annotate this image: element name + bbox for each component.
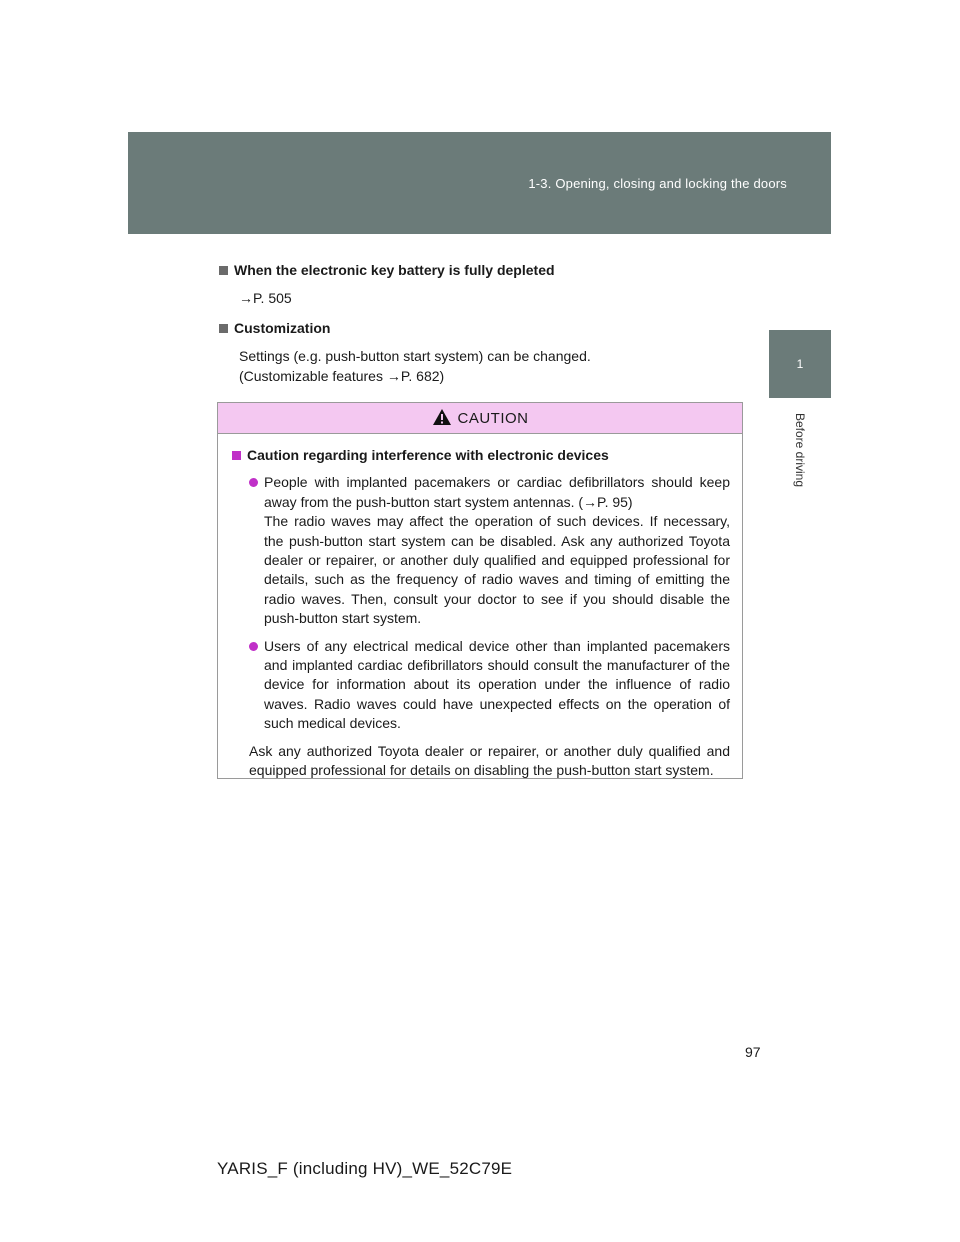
warning-triangle-icon bbox=[432, 408, 452, 426]
chapter-number: 1 bbox=[796, 357, 804, 371]
section-heading bbox=[219, 260, 749, 280]
page-number: 97 bbox=[745, 1044, 761, 1060]
square-bullet-icon bbox=[219, 266, 228, 275]
square-bullet-icon bbox=[232, 451, 241, 460]
list-item bbox=[232, 637, 730, 734]
header-band bbox=[128, 132, 831, 234]
list-item bbox=[232, 473, 730, 628]
footer-code: YARIS_F (including HV)_WE_52C79E bbox=[217, 1159, 513, 1178]
caution-title: CAUTION bbox=[457, 409, 529, 427]
caution-heading bbox=[232, 446, 730, 465]
caution-body bbox=[218, 434, 742, 781]
round-bullet-icon bbox=[249, 642, 258, 651]
main-content bbox=[219, 260, 749, 386]
section-title: 1-3. Opening, closing and locking the doors bbox=[528, 176, 787, 191]
caution-box bbox=[217, 402, 743, 779]
chapter-tab bbox=[769, 330, 831, 398]
square-bullet-icon bbox=[219, 324, 228, 333]
bullet-text: People with implanted pacemakers or cardiac defibrillators should keep away from the push-button start system antennas. (→P. 95) bbox=[264, 474, 730, 510]
caution-heading-text: Caution regarding interference with electronic devices bbox=[247, 447, 609, 463]
bullet-continuation: The radio waves may affect the operation of such devices. If necessary, the push-button start system can be disabled. Ask any authorized Toyota dealer or repairer, or another duly qualified and equipped professional for details, such as the frequency of radio waves and timing of emitting the radio waves. Then, consult your doctor to see if you should disable the push-button start system. bbox=[264, 513, 730, 627]
heading-text: Customization bbox=[234, 320, 331, 336]
bullet-text: Users of any electrical medical device other than implanted pacemakers and implanted cardiac defibrillators should consult the manufacturer of the device for information about its operation under the influence of radio waves. Radio waves could have unexpected effects on the operation of such medical devices. bbox=[264, 637, 730, 732]
caution-header bbox=[218, 403, 742, 434]
heading-text: When the electronic key battery is fully depleted bbox=[234, 262, 555, 278]
customization-line: Settings (e.g. push-button start system) can be changed. bbox=[239, 348, 591, 364]
round-bullet-icon bbox=[249, 478, 258, 487]
customization-line: (Customizable features →P. 682) bbox=[239, 368, 445, 384]
customization-text bbox=[219, 346, 749, 386]
chapter-label: Before driving bbox=[793, 412, 807, 488]
list-item-text bbox=[264, 473, 730, 628]
page-reference: →P. 505 bbox=[239, 290, 292, 306]
section-heading bbox=[219, 318, 749, 338]
caution-closing: Ask any authorized Toyota dealer or repairer, or another duly qualified and equipped professional for details on disabling the push-button start system. bbox=[249, 742, 730, 779]
